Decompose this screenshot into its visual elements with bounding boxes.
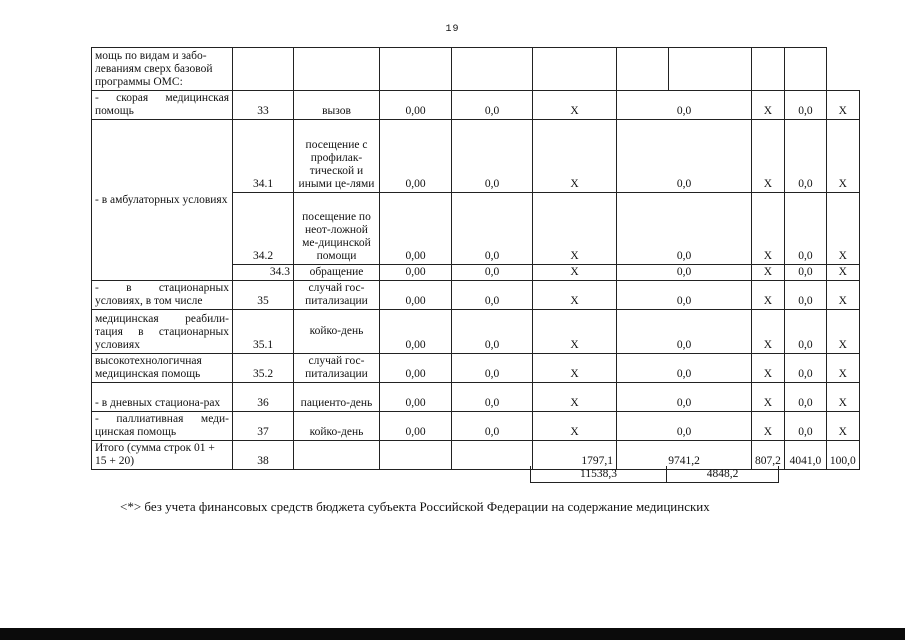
row-number: 35.2 bbox=[233, 354, 294, 383]
table-row bbox=[92, 310, 860, 354]
row-number: 35.1 bbox=[233, 310, 294, 354]
cell: X bbox=[533, 383, 617, 412]
row-name: высокотехнологичная медицинская помощь bbox=[92, 354, 233, 383]
row-unit: случай гос-питализации bbox=[294, 354, 380, 383]
cell: X bbox=[826, 120, 859, 193]
cell: X bbox=[533, 354, 617, 383]
cell: X bbox=[533, 91, 617, 120]
cell: 0,0 bbox=[452, 412, 533, 441]
cell: 0,0 bbox=[617, 120, 752, 193]
table-row bbox=[92, 281, 860, 310]
cell: 0,0 bbox=[452, 120, 533, 193]
cell: X bbox=[752, 91, 785, 120]
cost-table bbox=[91, 47, 860, 470]
cell: 0,00 bbox=[380, 412, 452, 441]
cell: X bbox=[533, 412, 617, 441]
table-row bbox=[92, 91, 860, 120]
footnote: <*> без учета финансовых средств бюджета субъекта Российской Федерации на содержание медицинских bbox=[120, 499, 710, 514]
cell: 0,0 bbox=[617, 265, 752, 281]
cell: 0,00 bbox=[380, 120, 452, 193]
cell: 0,00 bbox=[380, 91, 452, 120]
cell: 0,0 bbox=[617, 354, 752, 383]
row-name: медицинская реабили-тация в стационарных условиях bbox=[92, 310, 233, 354]
cell: 0,0 bbox=[784, 383, 826, 412]
cell: 0,0 bbox=[452, 310, 533, 354]
cell: X bbox=[752, 412, 785, 441]
row-name: - в амбулаторных условиях bbox=[92, 120, 233, 281]
cell: 100,0 bbox=[826, 441, 859, 470]
table-row bbox=[92, 412, 860, 441]
cell: X bbox=[826, 354, 859, 383]
table-row bbox=[92, 383, 860, 412]
cell: 0,0 bbox=[784, 354, 826, 383]
cell: 0,0 bbox=[617, 193, 752, 265]
cell: X bbox=[752, 193, 785, 265]
cell: 0,0 bbox=[784, 91, 826, 120]
cell: X bbox=[826, 281, 859, 310]
row-unit: случай гос-питализации bbox=[294, 281, 380, 310]
row-name: - в дневных стациона-рах bbox=[92, 383, 233, 412]
row-unit: обращение bbox=[294, 265, 380, 281]
cell: 0,00 bbox=[380, 281, 452, 310]
sum-cell-2: 4848,2 bbox=[666, 466, 779, 483]
row-name: - скорая медицинская помощь bbox=[92, 91, 233, 120]
row-number: 34.3 bbox=[233, 265, 294, 281]
cell: X bbox=[826, 383, 859, 412]
cell: 0,0 bbox=[617, 91, 752, 120]
cell: 0,0 bbox=[452, 383, 533, 412]
cell: 4041,0 bbox=[784, 441, 826, 470]
cell: X bbox=[533, 265, 617, 281]
cell: 0,00 bbox=[380, 383, 452, 412]
row-unit: пациенто-день bbox=[294, 383, 380, 412]
row-number: 35 bbox=[233, 281, 294, 310]
row-unit: койко-день bbox=[294, 412, 380, 441]
cell: X bbox=[826, 412, 859, 441]
cell: 0,0 bbox=[784, 310, 826, 354]
cell: 0,0 bbox=[617, 412, 752, 441]
cell: X bbox=[752, 265, 785, 281]
sum-cell-1: 11538,3 bbox=[530, 466, 667, 483]
cell: X bbox=[533, 310, 617, 354]
cell: 0,0 bbox=[452, 281, 533, 310]
cell: X bbox=[752, 383, 785, 412]
cell: 0,00 bbox=[380, 354, 452, 383]
cell: 0,0 bbox=[617, 383, 752, 412]
cell: 0,0 bbox=[617, 310, 752, 354]
row-number: 36 bbox=[233, 383, 294, 412]
cell: X bbox=[826, 310, 859, 354]
cell: X bbox=[826, 193, 859, 265]
cell: X bbox=[533, 193, 617, 265]
page-number: 19 bbox=[445, 24, 460, 35]
cell: 807,2 bbox=[752, 441, 785, 470]
cell: X bbox=[533, 281, 617, 310]
cell: 0,0 bbox=[452, 354, 533, 383]
row-number: 33 bbox=[233, 91, 294, 120]
cell: 1797,1 bbox=[533, 441, 617, 470]
row-name: - в стационарных условиях, в том числе bbox=[92, 281, 233, 310]
cell: X bbox=[826, 91, 859, 120]
cell: 0,0 bbox=[784, 281, 826, 310]
row-unit: вызов bbox=[294, 91, 380, 120]
cell: 0,0 bbox=[617, 281, 752, 310]
cell: X bbox=[752, 310, 785, 354]
cell: X bbox=[533, 120, 617, 193]
row-number: 37 bbox=[233, 412, 294, 441]
table-row bbox=[92, 120, 860, 193]
cell: 0,00 bbox=[380, 265, 452, 281]
row-number: 34.2 bbox=[233, 193, 294, 265]
row-name: мощь по видам и забо-левaниям сверх базовой программы ОМС: bbox=[92, 48, 233, 91]
row-number: 34.1 bbox=[233, 120, 294, 193]
scan-edge bbox=[0, 628, 905, 640]
row-unit: посещение с профилак-тической и иными це-лями bbox=[294, 120, 380, 193]
table-row bbox=[92, 354, 860, 383]
cell: 0,00 bbox=[380, 193, 452, 265]
row-unit: посещение по неот-ложной ме-дицинской помощи bbox=[294, 193, 380, 265]
cell: 0,0 bbox=[452, 91, 533, 120]
cell: 0,0 bbox=[784, 265, 826, 281]
cell: X bbox=[826, 265, 859, 281]
cell: X bbox=[752, 281, 785, 310]
table-row bbox=[92, 48, 860, 91]
cell: 9741,2 bbox=[617, 441, 752, 470]
cell: 0,0 bbox=[784, 120, 826, 193]
cell: 0,0 bbox=[784, 412, 826, 441]
row-unit: койко-день bbox=[294, 310, 380, 354]
cell: 0,0 bbox=[784, 193, 826, 265]
row-name: - паллиативная меди-цинская помощь bbox=[92, 412, 233, 441]
cell: 0,0 bbox=[452, 193, 533, 265]
cell: 0,0 bbox=[452, 265, 533, 281]
cell: 0,00 bbox=[380, 310, 452, 354]
row-number: 38 bbox=[233, 441, 294, 470]
cell: X bbox=[752, 354, 785, 383]
row-name: Итого (сумма строк 01 + 15 + 20) bbox=[92, 441, 233, 470]
cell: X bbox=[752, 120, 785, 193]
